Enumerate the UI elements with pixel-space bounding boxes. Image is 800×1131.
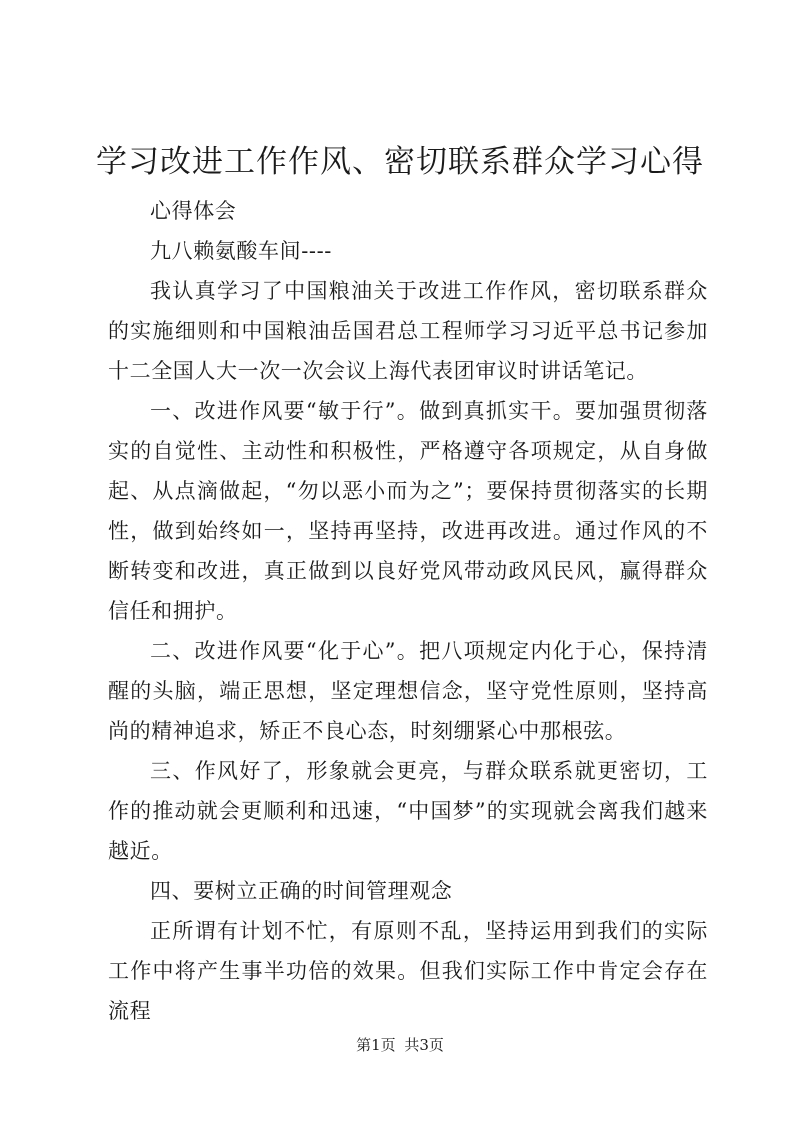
document-body <box>108 191 708 1031</box>
paragraph-point-three: 三、作风好了，形象就会更亮，与群众联系就更密切，工作的推动就会更顺利和迅速，“中国梦”的实现就会离我们越来越近。 <box>108 759 708 863</box>
paragraph-point-four-heading: 四、要树立正确的时间管理观念 <box>150 879 453 903</box>
paragraph-workshop: 九八赖氨酸车间---- <box>150 239 332 263</box>
total-page-count: 共3页 <box>404 1036 444 1054</box>
paragraph-point-one: 一、改进作风要“敏于行”。做到真抓实干。要加强贯彻落实的自觉性、主动性和积极性，严格遵守各项规定，从自身做起、从点滴做起，“勿以恶小而为之”；要保持贯彻落实的长期性，做到始终如一，坚持再坚持，改进再改进。通过作风的不断转变和改进，真正做到以良好党风带动政风民风，赢得群众信任和拥护。 <box>108 399 708 623</box>
document-title: 学习改进工作作风、密切联系群众学习心得 <box>96 144 704 180</box>
current-page-number: 第1页 <box>356 1036 396 1054</box>
paragraph-point-two: 二、改进作风要“化于心”。把八项规定内化于心，保持清醒的头脑，端正思想，坚定理想信念，坚守党性原则，坚持高尚的精神追求，矫正不良心态，时刻绷紧心中那根弦。 <box>108 639 708 743</box>
paragraph-time-management: 正所谓有计划不忙，有原则不乱，坚持运用到我们的实际工作中将产生事半功倍的效果。但我们实际工作中肯定会存在流程 <box>108 919 708 1023</box>
paragraph-intro: 我认真学习了中国粮油关于改进工作作风，密切联系群众的实施细则和中国粮油岳国君总工程师学习习近平总书记参加十二全国人大一次一次会议上海代表团审议时讲话笔记。 <box>108 279 708 383</box>
paragraph-label-xinde: 心得体会 <box>150 199 237 223</box>
page-footer <box>0 1035 800 1055</box>
